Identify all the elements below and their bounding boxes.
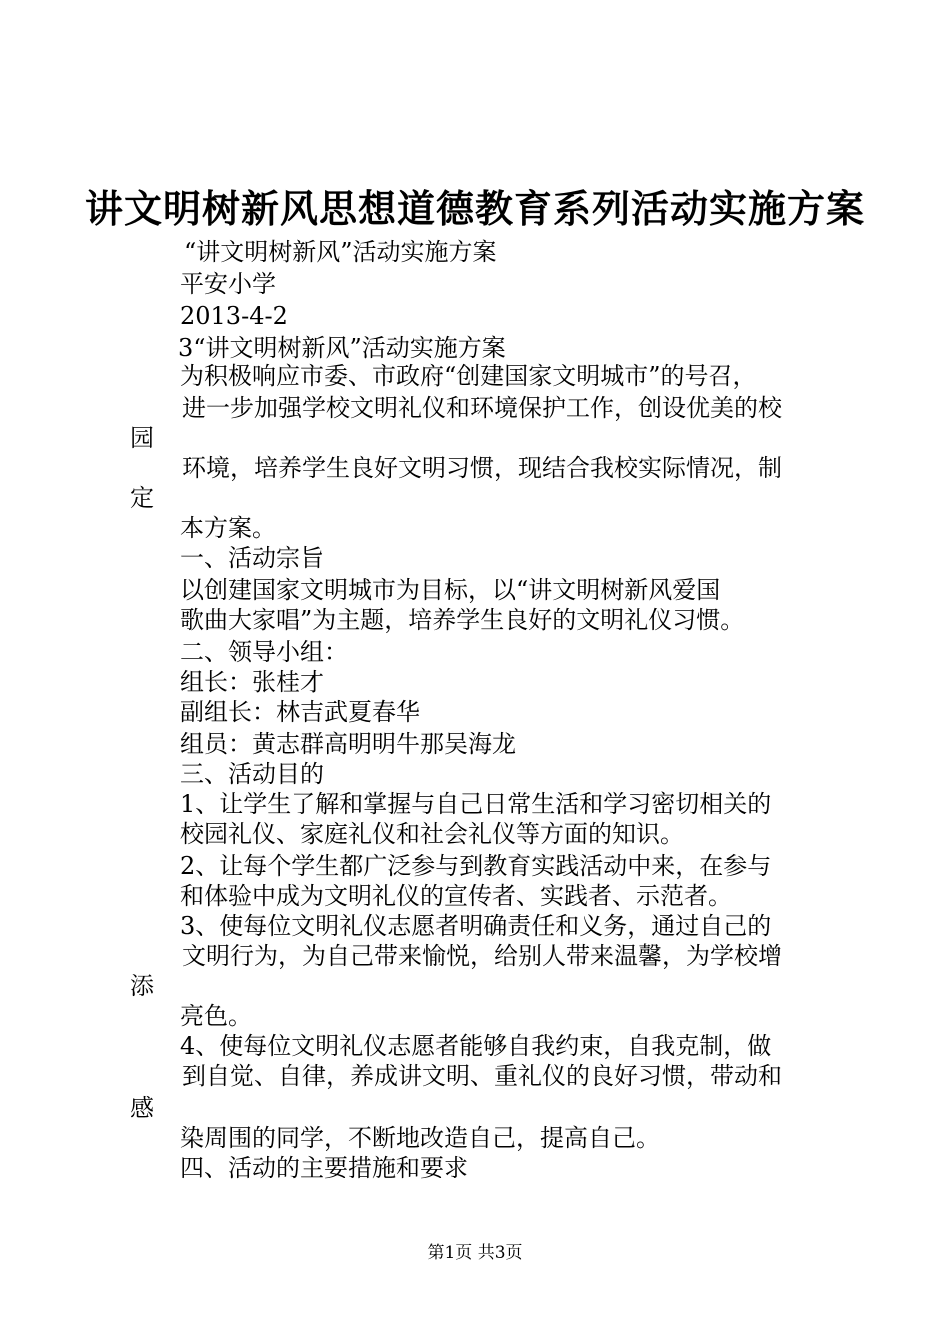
body-line: 和体验中成为文明礼仪的宣传者、实践者、示范者。 xyxy=(180,882,732,910)
body-line: 到自觉、自律，养成讲文明、重礼仪的良好习惯，带动和 xyxy=(182,1062,782,1090)
body-line: 3、使每位文明礼仪志愿者明确责任和义务，通过自己的 xyxy=(180,912,772,940)
body-line: 3“讲文明树新风”活动实施方案 xyxy=(178,334,506,362)
body-line: 染周围的同学，不断地改造自己，提高自己。 xyxy=(180,1124,660,1152)
body-line: 以创建国家文明城市为目标，以“讲文明树新风爱国 xyxy=(180,576,721,604)
document-title: 讲文明树新风思想道德教育系列活动实施方案 xyxy=(84,186,865,231)
body-line: 2013-4-2 xyxy=(180,302,288,330)
body-line: 文明行为，为自己带来愉悦，给别人带来温馨，为学校增 xyxy=(182,942,782,970)
body-line: 亮色。 xyxy=(180,1002,252,1030)
body-line: 组长：张桂才 xyxy=(180,668,324,696)
body-line: 进一步加强学校文明礼仪和环境保护工作，创设优美的校 xyxy=(182,394,782,422)
body-line: 副组长：林吉武夏春华 xyxy=(180,698,420,726)
section-heading: 一、活动宗旨 xyxy=(180,544,324,572)
body-line: 1、让学生了解和掌握与自己日常生活和学习密切相关的 xyxy=(180,790,772,818)
body-line: 组员：黄志群高明明牛那吴海龙 xyxy=(180,730,516,758)
body-line: 添 xyxy=(130,972,154,1000)
body-line: 校园礼仪、家庭礼仪和社会礼仪等方面的知识。 xyxy=(180,820,684,848)
section-heading: 二、领导小组： xyxy=(180,638,348,666)
body-line: 定 xyxy=(130,484,154,512)
body-line: 环境，培养学生良好文明习惯，现结合我校实际情况，制 xyxy=(182,454,782,482)
section-heading: 三、活动目的 xyxy=(180,760,324,788)
body-line: 园 xyxy=(130,424,154,452)
body-line: 4、使每位文明礼仪志愿者能够自我约束，自我克制，做 xyxy=(180,1032,772,1060)
body-line: 本方案。 xyxy=(180,514,276,542)
page-footer: 第1页 共3页 xyxy=(427,1243,523,1263)
body-line: 平安小学 xyxy=(180,270,276,298)
body-line: “讲文明树新风”活动实施方案 xyxy=(184,238,497,266)
body-line: 为积极响应市委、市政府“创建国家文明城市”的号召， xyxy=(180,362,757,390)
body-line: 感 xyxy=(130,1094,154,1122)
section-heading: 四、活动的主要措施和要求 xyxy=(180,1154,468,1182)
body-line: 歌曲大家唱”为主题，培养学生良好的文明礼仪习惯。 xyxy=(180,606,745,634)
body-line: 2、让每个学生都广泛参与到教育实践活动中来，在参与 xyxy=(180,852,772,880)
